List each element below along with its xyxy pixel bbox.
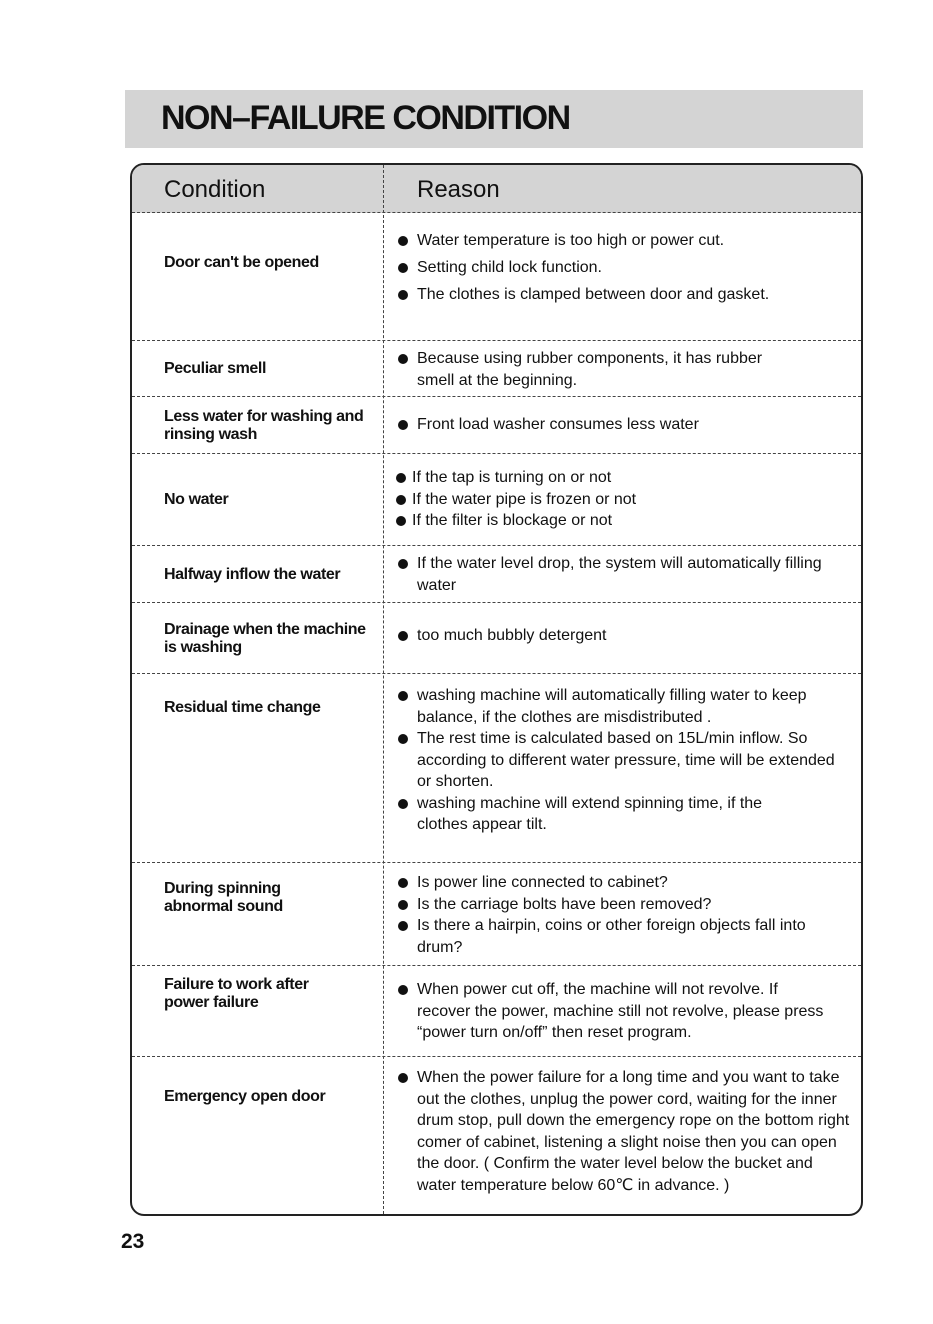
reason-list: [394, 1067, 856, 1196]
bullet-icon: [398, 900, 408, 910]
condition-label: Drainage when the machine is washing: [164, 621, 366, 656]
list-item: When the power failure for a long time and you want to take out the clothes, unplug the power cord, waiting for the inner drum stop, pull down the emergency rope on the bottom right comer of cabinet, listening a slight noise then you can open the door. ( Confirm the water level below the bucket and water temperature below 60℃ in advance. ): [394, 1067, 856, 1196]
bullet-icon: [398, 734, 408, 744]
bullet-icon: [398, 799, 408, 809]
list-item: Front load washer consumes less water: [394, 414, 857, 436]
condition-label: Failure to work after power failure: [164, 976, 309, 1011]
troubleshooting-table: [130, 163, 863, 1216]
bullet-icon: [398, 1073, 408, 1083]
list-item: Is the carriage bolts have been removed?: [394, 894, 834, 916]
list-item: When power cut off, the machine will not revolve. If recover the power, machine still not revolve, please press “power turn on/off” then reset program.: [394, 979, 824, 1044]
table-row: [132, 396, 861, 453]
reason-list: [394, 230, 857, 306]
bullet-icon: [398, 263, 408, 273]
condition-column-header: Condition: [164, 176, 266, 203]
reason-list: [394, 979, 824, 1044]
bullet-icon: [396, 495, 406, 505]
table-row: [132, 1056, 861, 1216]
reason-list: [394, 348, 794, 391]
reason-list: [394, 467, 857, 532]
table-row: [132, 212, 861, 340]
condition-label: No water: [164, 491, 229, 508]
bullet-icon: [398, 691, 408, 701]
page-number: 23: [121, 1230, 145, 1253]
bullet-icon: [398, 878, 408, 888]
list-item: Setting child lock function.: [394, 257, 857, 279]
condition-label: Peculiar smell: [164, 360, 267, 377]
table-row: [132, 340, 861, 396]
bullet-icon: [398, 921, 408, 931]
table-row: [132, 545, 861, 602]
bullet-icon: [396, 516, 406, 526]
condition-label: Door can't be opened: [164, 254, 319, 271]
condition-label: Less water for washing and rinsing wash: [164, 408, 364, 443]
bullet-icon: [398, 420, 408, 430]
reason-list: [394, 625, 857, 647]
list-item: Because using rubber components, it has rubber smell at the beginning.: [394, 348, 794, 391]
list-item: If the filter is blockage or not: [394, 510, 857, 532]
list-item: washing machine will extend spinning time, if the clothes appear tilt.: [394, 793, 817, 836]
list-item: Is there a hairpin, coins or other foreign objects fall into drum?: [394, 915, 834, 958]
condition-label: During spinning abnormal sound: [164, 880, 283, 915]
bullet-icon: [398, 290, 408, 300]
bullet-icon: [398, 354, 408, 364]
list-item: The clothes is clamped between door and gasket.: [394, 284, 857, 306]
condition-label: Halfway inflow the water: [164, 566, 341, 583]
table-row: [132, 453, 861, 545]
table-row: [132, 673, 861, 862]
bullet-icon: [398, 559, 408, 569]
bullet-icon: [398, 985, 408, 995]
condition-label: Residual time change: [164, 699, 321, 716]
title-banner: [125, 90, 863, 148]
reason-list: [394, 872, 834, 958]
list-item: If the tap is turning on or not: [394, 467, 857, 489]
reason-column-header: Reason: [417, 176, 500, 203]
reason-list: [394, 414, 857, 436]
bullet-icon: [396, 473, 406, 483]
list-item: washing machine will automatically filling water to keep balance, if the clothes are misdistributed .: [394, 685, 857, 728]
list-item: Is power line connected to cabinet?: [394, 872, 834, 894]
condition-label: Emergency open door: [164, 1088, 326, 1105]
list-item: too much bubbly detergent: [394, 625, 857, 647]
list-item: The rest time is calculated based on 15L/min inflow. So according to different water pressure, time will be extended or shorten.: [394, 728, 837, 793]
table-row: [132, 602, 861, 673]
table-row: [132, 965, 861, 1056]
reason-list: [394, 685, 857, 836]
bullet-icon: [398, 236, 408, 246]
table-header: [132, 165, 861, 213]
list-item: If the water level drop, the system will automatically filling water: [394, 553, 824, 596]
bullet-icon: [398, 631, 408, 641]
list-item: If the water pipe is frozen or not: [394, 489, 857, 511]
table-row: [132, 862, 861, 965]
reason-list: [394, 553, 824, 596]
page-title: NON–FAILURE CONDITION: [161, 99, 570, 137]
list-item: Water temperature is too high or power cut.: [394, 230, 857, 252]
